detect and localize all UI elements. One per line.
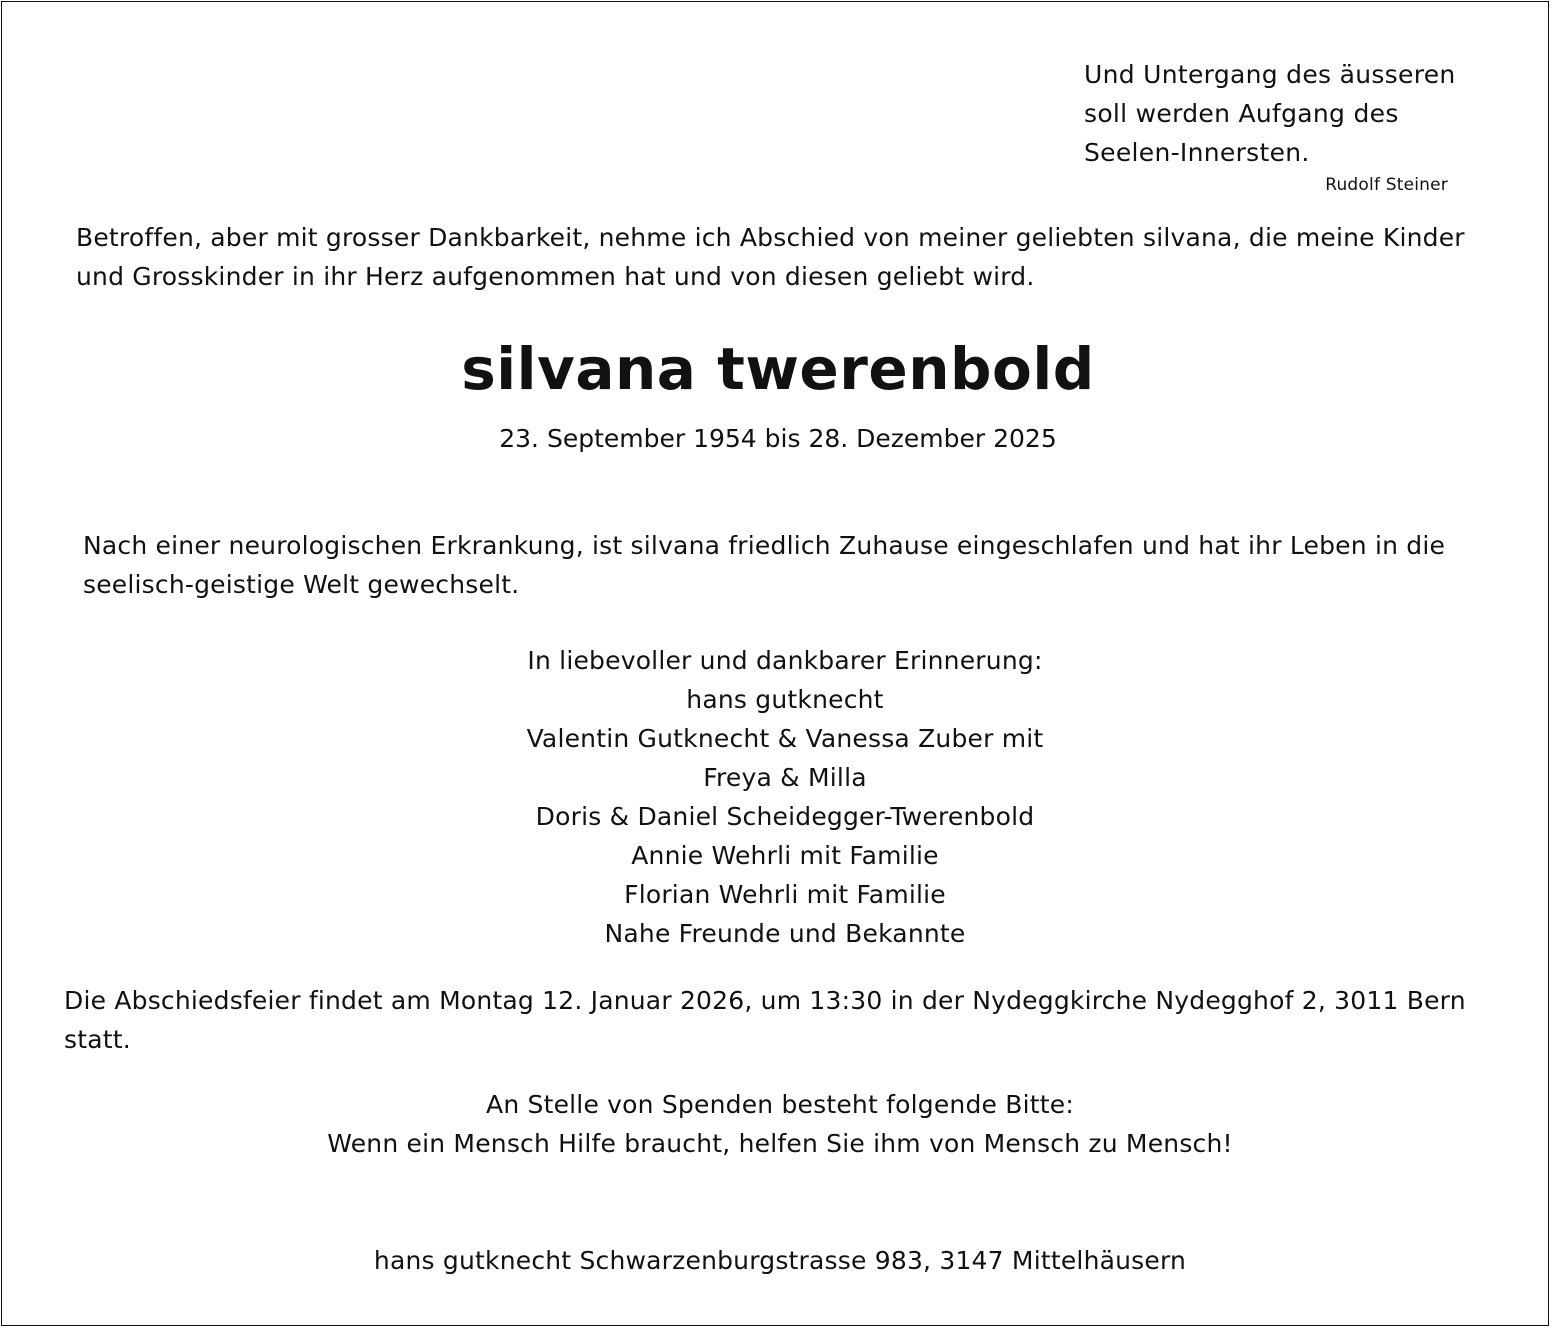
mourner-name: Florian Wehrli mit Familie xyxy=(624,880,946,909)
donation-line-1: An Stelle von Spenden besteht folgende Bitte: xyxy=(486,1090,1074,1119)
mourner-name: Freya & Milla xyxy=(703,763,867,792)
quote-author: Rudolf Steiner xyxy=(1325,175,1448,195)
passing-line-1: Nach einer neurologischen Erkrankung, ist silvana friedlich Zuhause eingeschlafen und hat ihr Leben in die xyxy=(83,531,1446,560)
intro-line-2: und Grosskinder in ihr Herz aufgenommen hat und von diesen geliebt wird. xyxy=(76,262,1035,291)
intro-line-1: Betroffen, aber mit grosser Dankbarkeit, nehme ich Abschied von meiner geliebten silvana, die meine Kinder xyxy=(76,223,1465,252)
mourner-name: hans gutknecht xyxy=(686,685,884,714)
life-dates: 23. September 1954 bis 28. Dezember 2025 xyxy=(499,424,1057,453)
quote-line-3: Seelen-Innersten. xyxy=(1084,138,1310,167)
mourner-name: Valentin Gutknecht & Vanessa Zuber mit xyxy=(526,724,1044,753)
mourner-name: Doris & Daniel Scheidegger-Twerenbold xyxy=(535,802,1035,831)
obituary-notice xyxy=(1,1,1549,1326)
quote-line-1: Und Untergang des äusseren xyxy=(1084,60,1456,89)
mourner-name: Nahe Freunde und Bekannte xyxy=(604,919,966,948)
mourners-heading: In liebevoller und dankbarer Erinnerung: xyxy=(527,646,1043,675)
donation-line-2: Wenn ein Mensch Hilfe braucht, helfen Sie ihm von Mensch zu Mensch! xyxy=(327,1129,1233,1158)
ceremony-line-2: statt. xyxy=(64,1025,131,1054)
deceased-name: silvana twerenbold xyxy=(461,335,1095,403)
ceremony-line-1: Die Abschiedsfeier findet am Montag 12. Januar 2026, um 13:30 in der Nydeggkirche Nydegghof 2, 3011 Bern xyxy=(64,986,1466,1015)
passing-line-2: seelisch-geistige Welt gewechselt. xyxy=(83,570,520,599)
contact-address: hans gutknecht Schwarzenburgstrasse 983, 3147 Mittelhäusern xyxy=(373,1246,1187,1275)
quote-line-2: soll werden Aufgang des xyxy=(1084,99,1399,128)
mourner-name: Annie Wehrli mit Familie xyxy=(631,841,939,870)
